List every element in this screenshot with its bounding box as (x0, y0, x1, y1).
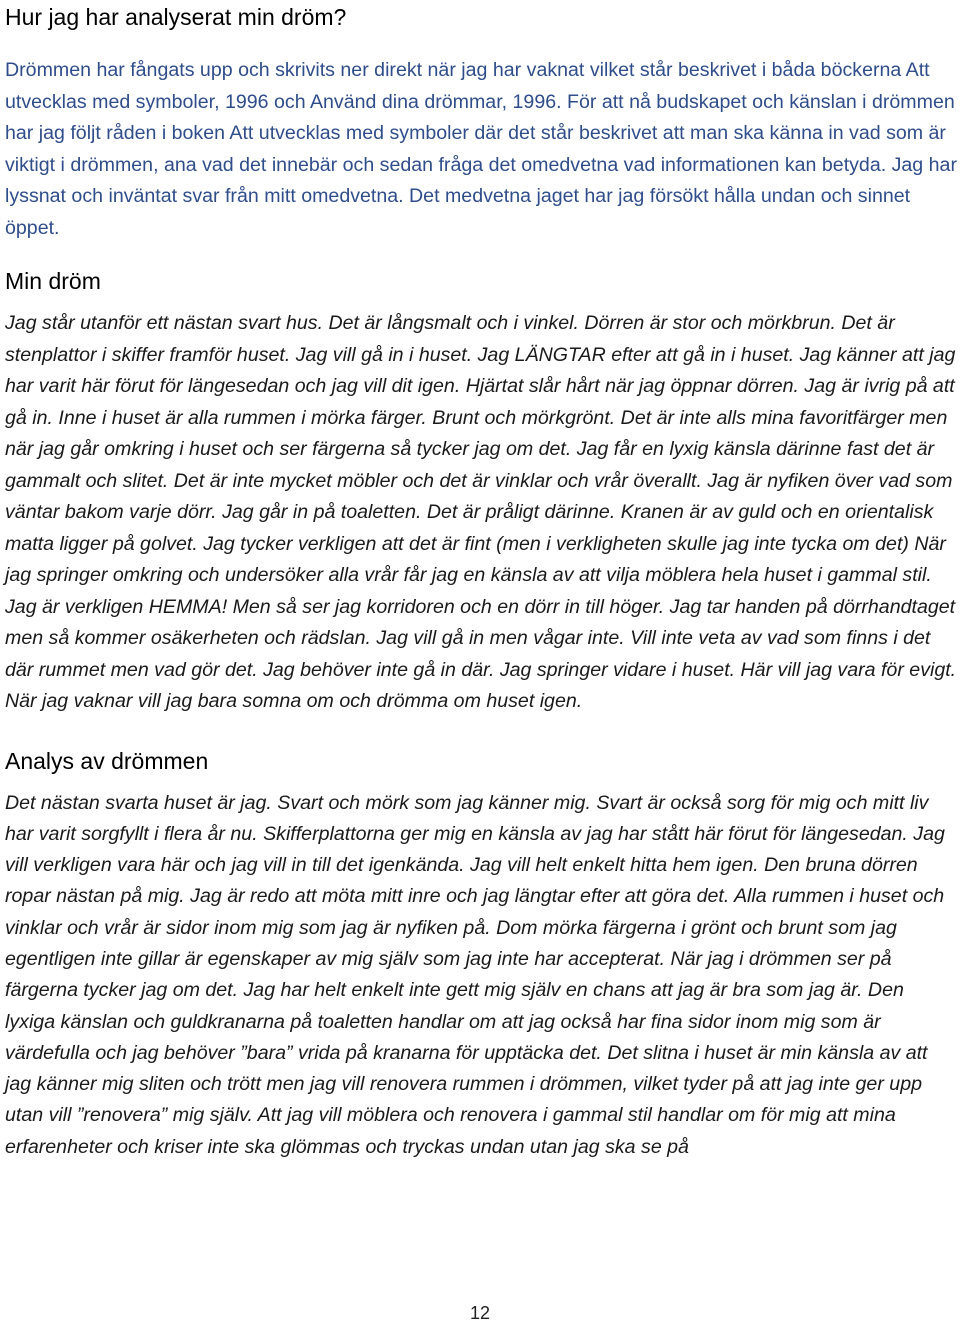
page-number: 12 (469, 1303, 491, 1323)
section-heading-analysis: Analys av drömmen (5, 747, 209, 774)
analysis-paragraph: Det nästan svarta huset är jag. Svart och mörk som jag känner mig. Svart är också sorg för mig och mitt liv har varit sorgfyllt i flera år nu. Skifferplattorna ger mig en känsla av jag har stått här förut för längesedan. Jag vill verkligen vara här och jag vill in till det igenkända. Jag vill helt enkelt hitta hem igen. Den bruna dörren ropar nästan på mig. Jag är redo att möta mitt inre och jag längtar efter att göra det. Alla rummen i huset och vinklar och vrår är sidor inom mig som jag är nyfiken på. Dom mörka färgerna i grönt och brunt som jag egentligen inte gillar är egenskaper av mig själv som jag inte har accepterat. När jag i drömmen ser på färgerna tycker jag om det. Jag har helt enkelt inte gett mig själv en chans att jag är bra som jag är. Den lyxiga känslan och guldkranarna på toaletten handlar om att jag också har fina sidor inom mig som är värdefulla och jag behöver ”bara” vrida på kranarna för upptäcka det. Det slitna i huset är min känsla av att jag känner mig sliten och trött men jag vill renovera rummen i drömmen, vilket tyder på att jag inte ger upp utan vill ”renovera” mig själv. Att jag vill möblera och renovera i gammal stil handlar om för mig att mina erfarenheter och kriser inte ska glömmas och tryckas undan utan jag ska se på (5, 791, 945, 1158)
document-page (5, 0, 957, 1163)
page-title: Hur jag har analyserat min dröm? (5, 4, 347, 30)
intro-paragraph: Drömmen har fångats upp och skrivits ner direkt när jag har vaknat vilket står beskrivet i båda böckerna Att utvecklas med symboler, 1996 och Använd dina drömmar, 1996. För att nå budskapet och känslan i drömmen har jag följt råden i boken Att utvecklas med symboler där det står beskrivet att man ska känna in vad som är viktigt i drömmen, ana vad det innebär och sedan fråga det omedvetna vad informationen kan betyda. Jag har lyssnat och inväntat svar från mitt omedvetna. Det medvetna jaget har jag försökt hålla undan och sinnet öppet. (5, 59, 957, 239)
dream-paragraph: Jag står utanför ett nästan svart hus. Det är långsmalt och i vinkel. Dörren är stor och mörkbrun. Det är stenplattor i skiffer framför huset. Jag vill gå in i huset. Jag LÄNGTAR efter att gå in i huset. Jag känner att jag har varit här förut för längesedan och jag vill dit igen. Hjärtat slår hårt när jag öppnar dörren. Jag är ivrig på att gå in. Inne i huset är alla rummen i mörka färger. Brunt och mörkgrönt. Det är inte alls mina favoritfärger men när jag går omkring i huset och ser färgerna så tycker jag om det. Jag får en lyxig känsla därinne fast det är gammalt och slitet. Det är inte mycket möbler och det är vinklar och vrår överallt. Jag är nyfiken över vad som väntar bakom varje dörr. Jag går in på toaletten. Det är pråligt därinne. Kranen är av guld och en orientalisk matta ligger på golvet. Jag tycker verkligen att det är fint (men i verkligheten skulle jag inte tycka om det) När jag springer omkring och undersöker alla vrår får jag en känsla av att vilja möblera hela huset i gammal stil. Jag är verkligen HEMMA! Men så ser jag korridoren och en dörr in till höger. Jag tar handen på dörrhandtaget men så kommer osäkerheten och rädslan. Jag vill gå in men vågar inte. Vill inte veta av vad som finns i det där rummet men vad gör det. Jag behöver inte gå in där. Jag springer vidare i huset. Här vill jag vara för evigt. När jag vaknar vill jag bara somna om och drömma om huset igen. (5, 312, 957, 712)
section-heading-dream: Min dröm (5, 268, 101, 294)
